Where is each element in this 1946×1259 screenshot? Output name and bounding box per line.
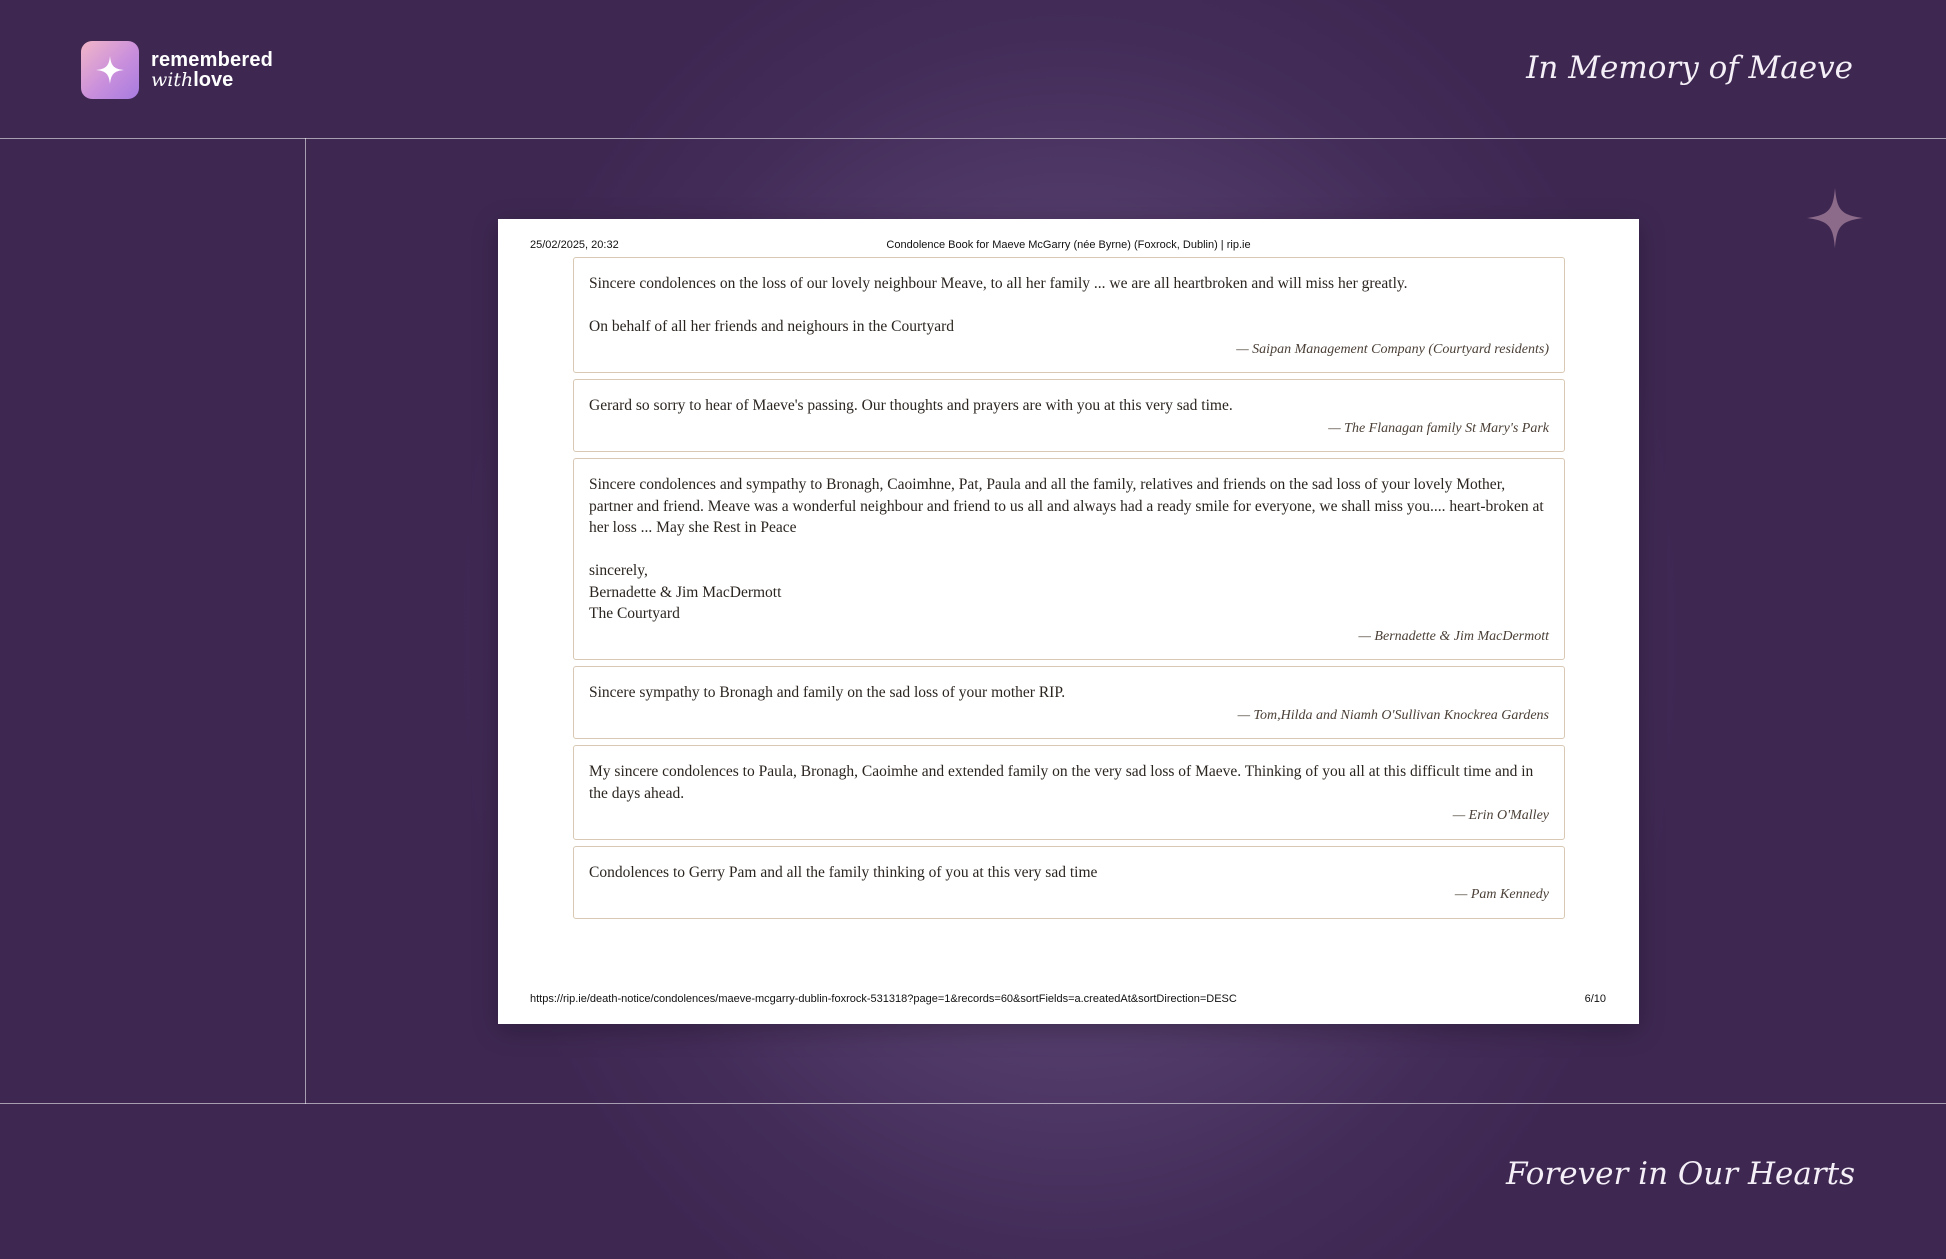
brand-wordmark	[151, 50, 273, 90]
condolence-entry	[573, 666, 1565, 739]
document-page	[498, 219, 1639, 1024]
document-url: https://rip.ie/death-notice/condolences/maeve-mcgarry-dublin-foxrock-531318?page=1&records=60&sortFields=a.createdAt&sortDirection=DESC	[530, 993, 1237, 1005]
condolence-signature: — Pam Kennedy	[1454, 887, 1549, 902]
header-title: In Memory of Maeve	[1526, 50, 1853, 86]
brand-line-with-love	[151, 70, 273, 90]
footer-title: Forever in Our Hearts	[1505, 1156, 1855, 1192]
condolence-message: My sincere condolences to Paula, Bronagh, Caoimhe and extended family on the very sad loss of Maeve. Thinking of you all at this difficult time and in the days ahead.	[589, 763, 1534, 802]
condolence-message: Condolences to Gerry Pam and all the family thinking of you at this very sad time	[589, 863, 1098, 881]
document-title: Condolence Book for Maeve McGarry (née Byrne) (Foxrock, Dublin) | rip.ie	[886, 239, 1251, 251]
decorative-sparkle-icon	[1807, 188, 1863, 248]
sidebar-divider	[305, 138, 306, 1104]
condolence-list	[573, 257, 1565, 925]
condolence-entry	[573, 257, 1565, 373]
footer-divider	[0, 1103, 1946, 1104]
sparkle-icon	[95, 55, 125, 85]
condolence-signature: — Erin O'Malley	[1452, 808, 1549, 823]
condolence-entry	[573, 846, 1565, 919]
condolence-signature: — Saipan Management Company (Courtyard residents)	[1236, 341, 1549, 357]
brand-line-remembered: remembered	[151, 49, 274, 71]
document-page-number: 6/10	[1584, 993, 1606, 1005]
condolence-entry	[573, 458, 1565, 660]
condolence-message: Sincere condolences on the loss of our lovely neighbour Meave, to all her family ... we are all heartbroken and will miss her greatly. On behalf of all her friends and neighours in the Courtyard	[589, 275, 1408, 335]
condolence-signature: — Tom,Hilda and Niamh O'Sullivan Knockrea Gardens	[1237, 707, 1549, 723]
condolence-message: Sincere condolences and sympathy to Bronagh, Caoimhne, Pat, Paula and all the family, relatives and friends on the sad loss of your lovely Mother, partner and friend. Meave was a wonderful neighbour and friend to us all and always had a ready smile for everyone, we shall miss you.... heart-broken at her loss ... May she Rest in Peace sincerely, Bernadette & Jim MacDermott The Courtyard	[589, 476, 1544, 622]
header-divider	[0, 138, 1946, 139]
condolence-message: Sincere sympathy to Bronagh and family on the sad loss of your mother RIP.	[589, 684, 1066, 701]
document-date: 25/02/2025, 20:32	[530, 239, 619, 251]
condolence-message: Gerard so sorry to hear of Maeve's passing. Our thoughts and prayers are with you at this very sad time.	[589, 397, 1233, 414]
condolence-entry	[573, 745, 1565, 840]
condolence-signature: — Bernadette & Jim MacDermott	[1358, 628, 1549, 644]
condolence-signature: — The Flanagan family St Mary's Park	[1328, 420, 1549, 436]
brand-logo	[81, 41, 139, 99]
brand[interactable]	[81, 41, 273, 99]
brand-with: with	[151, 69, 194, 91]
condolence-entry	[573, 379, 1565, 452]
brand-love: love	[193, 69, 234, 91]
